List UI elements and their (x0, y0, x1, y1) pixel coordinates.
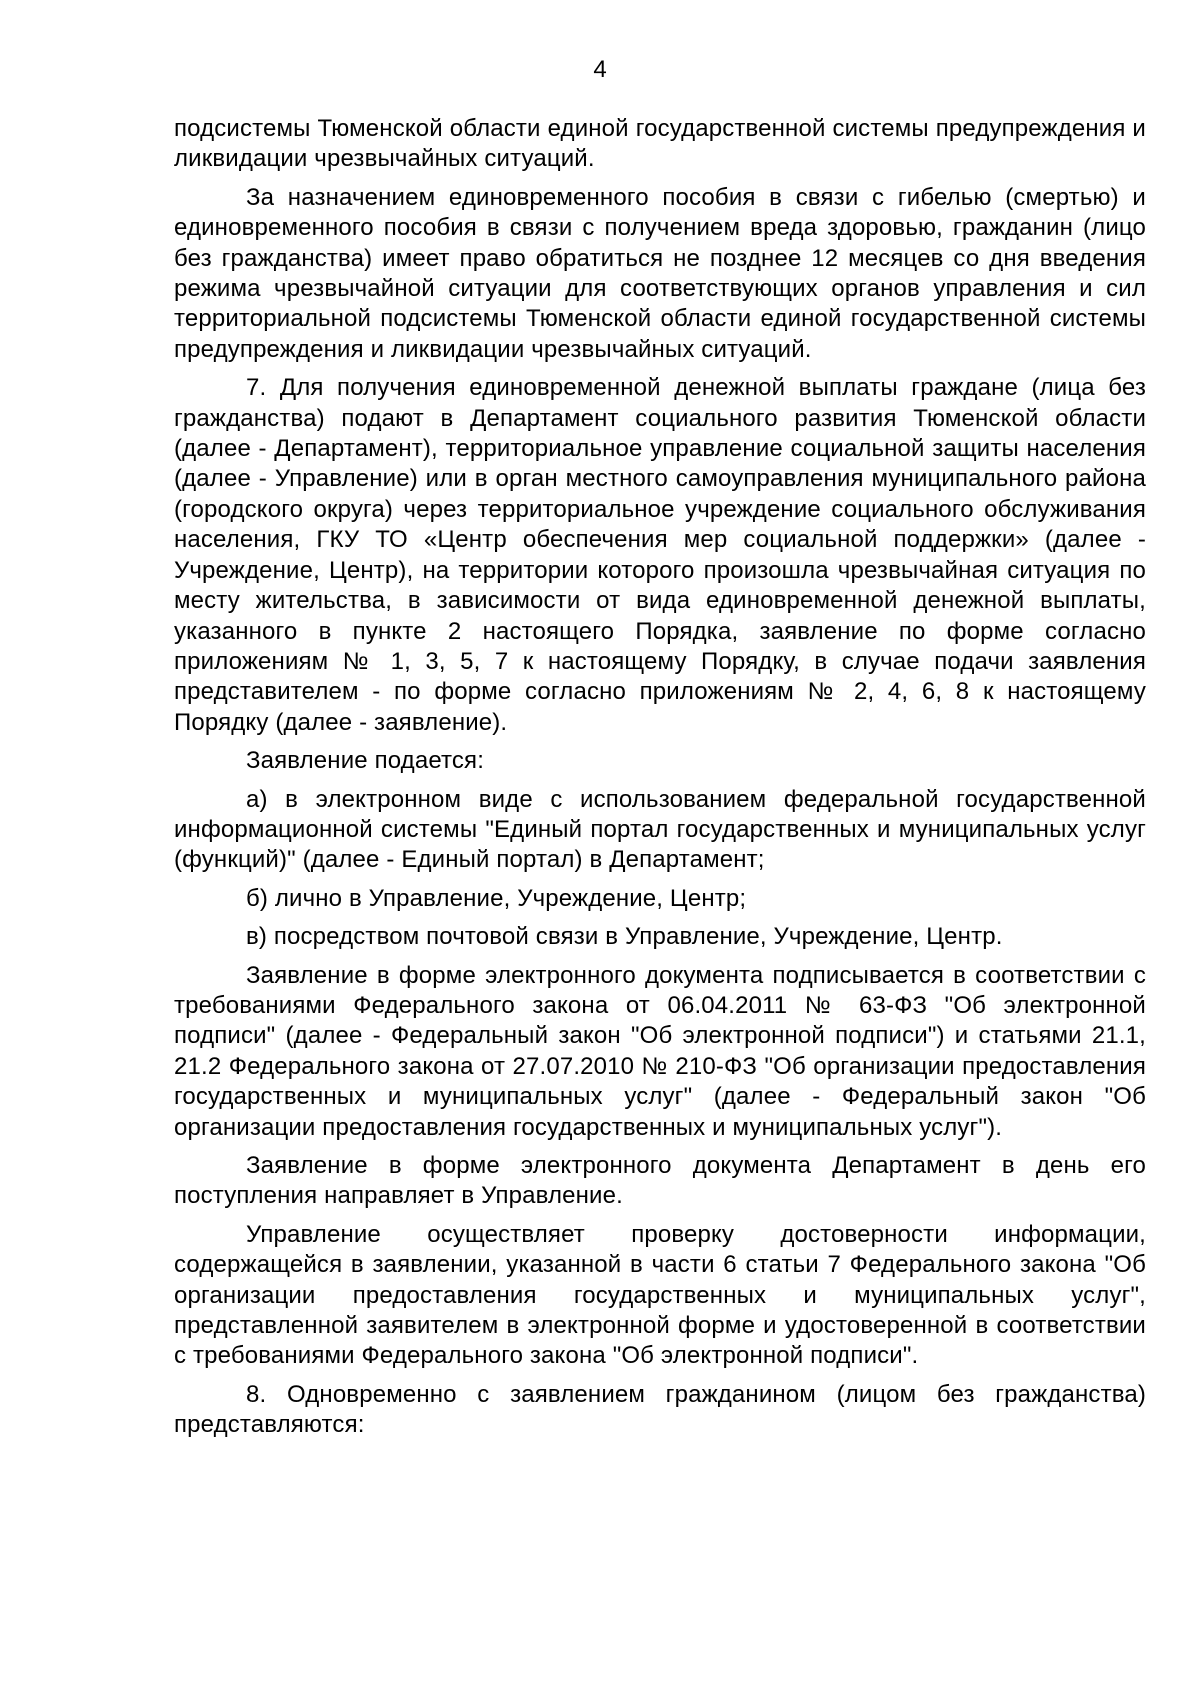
paragraph-item-7: 7. Для получения единовременной денежной выплаты граждане (лица без гражданства) подают в Департамент социального развития Тюменской области (далее - Департамент), территориальное управление социальной защиты населения (далее - Управление) или в орган местного самоуправления муниципального района (городского округа) через территориальное учреждение социального обслуживания населения, ГКУ ТО «Центр обеспечения мер социальной поддержки» (далее - Учреждение, Центр), на территории которого произошла чрезвычайная ситуация по месту жительства, в зависимости от вида единовременной денежной выплаты, указанного в пункте 2 настоящего Порядка, заявление по форме согласно приложениям № 1, 3, 5, 7 к настоящему Порядку, в случае подачи заявления представителем - по форме согласно приложениям № 2, 4, 6, 8 к настоящему Порядку (далее - заявление). (174, 374, 1146, 736)
page-number: 4 (593, 56, 607, 83)
paragraph: Заявление в форме электронного документа подписывается в соответствии с требованиями Федерального закона от 06.04.2011 № 63-ФЗ "Об электронной подписи" (далее - Федеральный закон "Об электронной подписи") и статьями 21.1, 21.2 Федерального закона от 27.07.2010 № 210-ФЗ "Об организации предоставления государственных и муниципальных услуг" (далее - Федеральный закон "Об организации предоставления государственных и муниципальных услуг"). (174, 961, 1146, 1141)
paragraph: Заявление в форме электронного документа Департамент в день его поступления направляет в Управление. (174, 1152, 1146, 1210)
document-body (174, 114, 1146, 1449)
list-item-a: а) в электронном виде с использованием федеральной государственной информационной системы "Единый портал государственных и муниципальных услуг (функций)" (далее - Единый портал) в Департамент; (174, 785, 1146, 874)
paragraph-item-8: 8. Одновременно с заявлением гражданином (лицом без гражданства) представляются: (174, 1380, 1146, 1439)
paragraph: Заявление подается: (246, 747, 485, 775)
paragraph: За назначением единовременного пособия в связи с гибелью (смертью) и единовременного пособия в связи с получением вреда здоровью, гражданин (лицо без гражданства) имеет право обратиться не позднее 12 месяцев со дня введения режима чрезвычайной ситуации для соответствующих органов управления и сил территориальной подсистемы Тюменской области единой государственной системы предупреждения и ликвидации чрезвычайных ситуаций. (174, 183, 1146, 363)
list-item-b: б) лично в Управление, Учреждение, Центр; (246, 884, 747, 912)
paragraph: Управление осуществляет проверку достоверности информации, содержащейся в заявлении, указанной в части 6 статьи 7 Федерального закона "Об организации предоставления государственных и муниципальных услуг", представленной заявителем в электронной форме и удостоверенной в соответствии с требованиями Федерального закона "Об электронной подписи". (174, 1220, 1146, 1370)
paragraph-continuation: подсистемы Тюменской области единой государственной системы предупреждения и ликвидации чрезвычайных ситуаций. (174, 115, 1146, 173)
list-item-c: в) посредством почтовой связи в Управление, Учреждение, Центр. (246, 923, 1003, 951)
